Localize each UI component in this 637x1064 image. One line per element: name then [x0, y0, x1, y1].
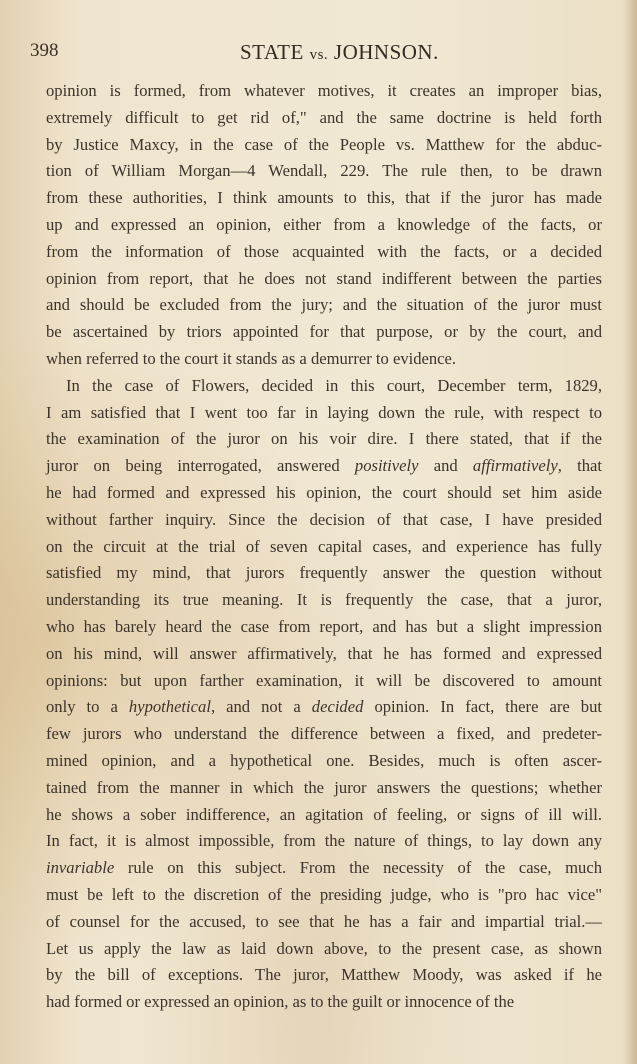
page-gutter-shadow: [623, 0, 637, 1064]
text-line: must be left to the discretion of the presiding judge, who is "pro hac vice": [46, 884, 602, 904]
italic-word: invariable: [46, 858, 115, 878]
italic-word: decided: [311, 697, 364, 717]
title-vs: vs.: [309, 47, 329, 63]
text-line: understanding its true meaning. It is frequently the case, that a juror,: [46, 590, 602, 610]
text-line: mined opinion, and a hypothetical one. Besides, much is often ascer-: [46, 750, 602, 770]
page-number: 398: [30, 40, 59, 61]
text-line: of counsel for the accused, to see that he has a fair and impartial trial.—: [46, 911, 602, 931]
text-line: from these authorities, I think amounts to this, that if the juror has made: [46, 188, 602, 208]
text-line: be ascertained by triors appointed for that purpose, or by the court, and: [46, 322, 602, 342]
running-title: [240, 40, 439, 65]
line-middle: and: [418, 456, 473, 476]
text-line: by Justice Maxcy, in the case of the People vs. Matthew for the abduc-: [46, 134, 602, 154]
text-line: tained from the manner in which the juror answers the questions; whether: [46, 777, 602, 797]
italic-word: positively: [354, 456, 419, 476]
text-line: on the circuit at the trial of seven capital cases, and experience has fully: [46, 536, 602, 556]
title-part-2: JOHNSON.: [328, 40, 439, 64]
text-line: few jurors who understand the difference between a fixed, and predeter-: [46, 724, 602, 744]
line-start: only to a: [46, 697, 129, 717]
text-line: I am satisfied that I went too far in laying down the rule, with respect to: [46, 402, 602, 422]
text-line: opinions: but upon farther examination, it will be discovered to amount: [46, 670, 602, 690]
title-part-1: STATE: [240, 40, 310, 64]
text-line: satisfied my mind, that jurors frequently answer the question without: [46, 563, 602, 583]
text-line: up and expressed an opinion, either from a knowledge of the facts, or: [46, 214, 602, 234]
text-line: without farther inquiry. Since the decision of that case, I have presided: [46, 509, 602, 529]
line-start: juror on being interrogated, answered: [46, 456, 355, 476]
text-line: In fact, it is almost impossible, from the nature of things, to lay down any: [46, 831, 602, 851]
text-line: on his mind, will answer affirmatively, that he has formed and expressed: [46, 643, 602, 663]
body-text: [46, 78, 602, 1016]
text-line: In the case of Flowers, decided in this court, December term, 1829,: [66, 375, 602, 395]
line-end: opinion. In fact, there are but: [363, 697, 602, 717]
text-line: from the information of those acquainted with the facts, or a decided: [46, 241, 602, 261]
text-line: tion of William Morgan—4 Wendall, 229. The rule then, to be drawn: [46, 161, 602, 181]
text-line: he had formed and expressed his opinion, the court should set him aside: [46, 482, 602, 502]
text-line: the examination of the juror on his voir dire. I there stated, that if the: [46, 429, 602, 449]
text-line: had formed or expressed an opinion, as to the guilt or innocence of the: [46, 992, 515, 1012]
text-line: when referred to the court it stands as a demurrer to evidence.: [46, 348, 457, 368]
text-line: opinion is formed, from whatever motives, it creates an improper bias,: [46, 81, 602, 100]
italic-word: affirmatively: [472, 456, 558, 476]
line-middle: , and not a: [210, 697, 312, 717]
line-end: rule on this subject. From the necessity of the case, much: [114, 858, 602, 878]
text-line-mixed: [46, 694, 602, 721]
text-line: Let us apply the law as laid down above, to the present case, as shown: [46, 938, 602, 958]
running-header: [30, 40, 610, 70]
text-line-mixed: [46, 453, 602, 480]
line-end: , that: [557, 456, 602, 476]
text-line: who has barely heard the case from report, and has but a slight impression: [46, 616, 602, 636]
text-line-mixed: [46, 855, 602, 882]
text-line: extremely difficult to get rid of," and the same doctrine is held forth: [46, 107, 602, 127]
text-line: and should be excluded from the jury; and the situation of the juror must: [46, 295, 602, 315]
text-line: he shows a sober indifference, an agitation of feeling, or signs of ill will.: [46, 804, 602, 824]
text-line: by the bill of exceptions. The juror, Matthew Moody, was asked if he: [46, 965, 602, 985]
italic-word: hypothetical: [128, 697, 211, 717]
text-line: opinion from report, that he does not stand indifferent between the parties: [46, 268, 602, 288]
